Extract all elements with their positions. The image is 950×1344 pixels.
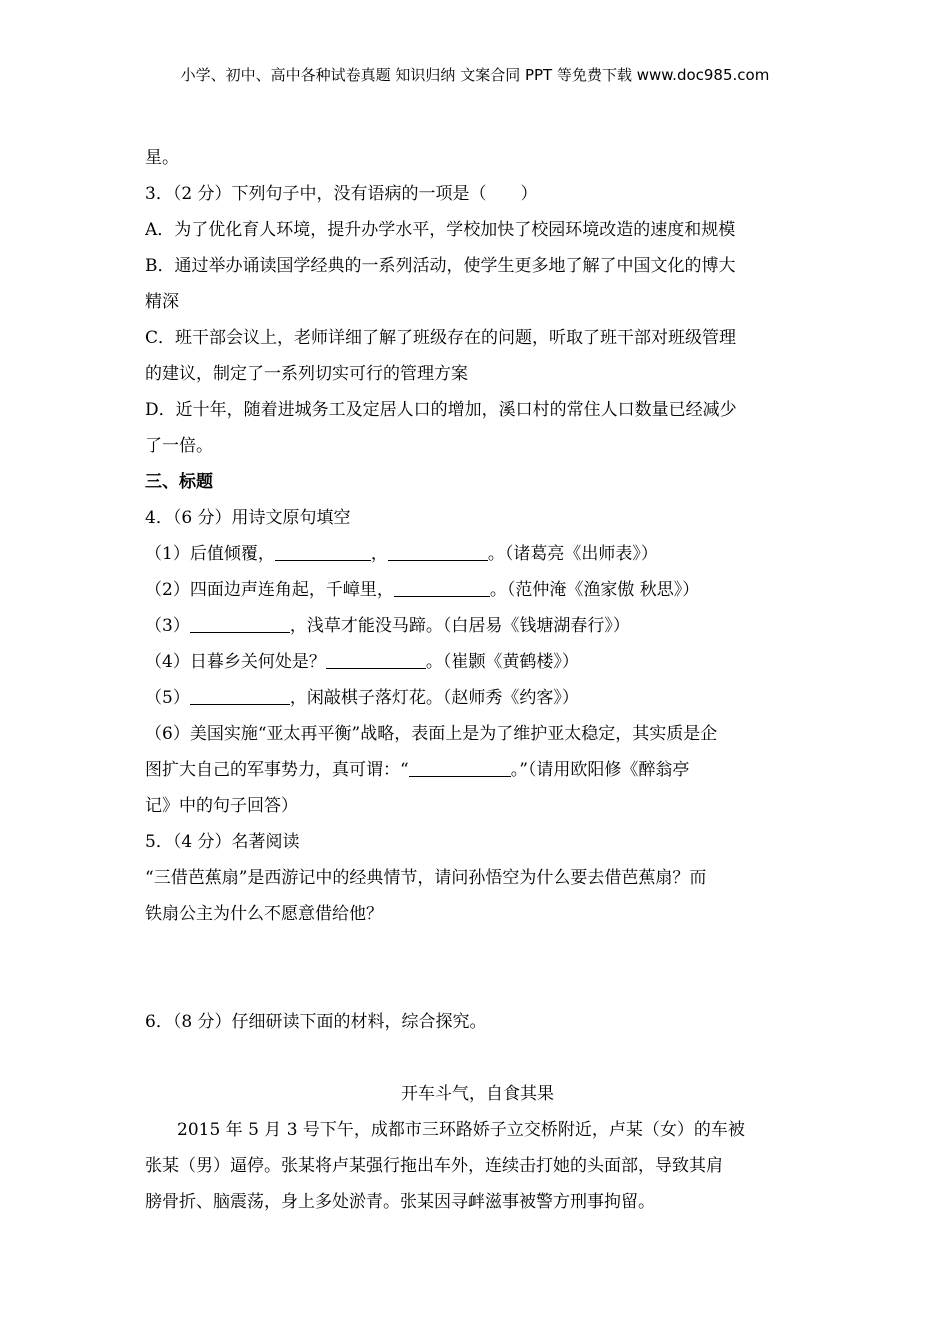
q3-option-a: A．为了优化育人环境，提升办学水平，学校加快了校园环境改造的速度和规模 [145, 220, 736, 240]
q5-line1: “三借芭蕉扇”是西游记中的经典情节，请问孙悟空为什么要去借芭蕉扇？而 [145, 868, 707, 888]
q6-stem: 6．（8 分）仔细研读下面的材料，综合探究。 [145, 1012, 487, 1032]
q3-option-d-line2: 了一倍。 [145, 436, 213, 456]
answer-blank[interactable] [394, 576, 490, 597]
q4-item-6-line1: （6）美国实施“亚太再平衡”战略，表面上是为了维护亚太稳定，其实质是企 [145, 724, 718, 744]
answer-blank[interactable] [409, 756, 511, 777]
q4-item-6-text-a: 图扩大自己的军事势力，真可谓：“ [145, 760, 409, 780]
q2-tail: 星。 [145, 148, 179, 168]
q4-item-4-text-b: 。（崔颢《黄鹤楼》） [425, 652, 579, 672]
q4-item-1 [145, 536, 810, 572]
q3-stem: 3．（2 分）下列句子中，没有语病的一项是（ ） [145, 184, 538, 204]
q4-item-6-line3: 记》中的句子回答） [145, 796, 298, 816]
section-title: 三、标题 [145, 472, 213, 492]
q4-item-5-text-a: （5） [145, 688, 190, 708]
q4-item-6-text-b: 。”（请用欧阳修《醉翁亭 [510, 760, 690, 780]
q4-item-3-text-b: ，浅草才能没马蹄。（白居易《钱塘湖春行》） [289, 616, 630, 636]
q4-item-1-text-b: ， [370, 544, 388, 564]
q5-line2: 铁扇公主为什么不愿意借给他？ [145, 904, 383, 924]
q3-option-c-line2: 的建议，制定了一系列切实可行的管理方案 [145, 364, 468, 384]
q4-item-1-text-c: 。（诸葛亮《出师表》） [487, 544, 658, 564]
q4-item-4 [145, 644, 810, 680]
spacer [145, 1040, 810, 1076]
q4-item-2-text-a: （2）四面边声连角起，千嶂里， [145, 580, 394, 600]
article-title: 开车斗气，自食其果 [401, 1084, 554, 1104]
q4-item-2-text-b: 。（范仲淹《渔家傲 秋思》） [489, 580, 700, 600]
q4-item-4-text-a: （4）日暮乡关何处是？ [145, 652, 326, 672]
q3-option-b-line2: 精深 [145, 292, 179, 312]
answer-blank[interactable] [190, 612, 290, 633]
answer-blank[interactable] [190, 684, 290, 705]
q4-item-5 [145, 680, 810, 716]
q4-item-3-text-a: （3） [145, 616, 190, 636]
answer-blank[interactable] [275, 540, 371, 561]
answer-space [145, 968, 810, 1004]
exam-content [145, 140, 810, 1220]
q4-stem: 4．（6 分）用诗文原句填空 [145, 508, 351, 528]
answer-blank[interactable] [388, 540, 488, 561]
article-line-1: 2015 年 5 月 3 号下午，成都市三环路娇子立交桥附近，卢某（女）的车被 [177, 1120, 745, 1140]
q4-item-3 [145, 608, 810, 644]
answer-blank[interactable] [326, 648, 426, 669]
page-header: 小学、初中、高中各种试卷真题 知识归纳 文案合同 PPT 等免费下载 www.doc985.com [180, 66, 770, 84]
q3-option-c-line1: C．班干部会议上，老师详细了解了班级存在的问题，听取了班干部对班级管理 [145, 328, 737, 348]
article-line-3: 膀骨折、脑震荡，身上多处淤青。张某因寻衅滋事被警方刑事拘留。 [145, 1192, 655, 1212]
q5-stem: 5．（4 分）名著阅读 [145, 832, 300, 852]
q4-item-1-text-a: （1）后值倾覆， [145, 544, 275, 564]
q3-option-b-line1: B．通过举办诵读国学经典的一系列活动，使学生更多地了解了中国文化的博大 [145, 256, 736, 276]
q4-item-2 [145, 572, 810, 608]
q4-item-6-line2 [145, 752, 810, 788]
answer-space [145, 932, 810, 968]
q4-item-5-text-b: ，闲敲棋子落灯花。（赵师秀《约客》） [289, 688, 579, 708]
article-line-2: 张某（男）逼停。张某将卢某强行拖出车外，连续击打她的头面部，导致其肩 [145, 1156, 723, 1176]
q3-option-d-line1: D．近十年，随着进城务工及定居人口的增加，溪口村的常住人口数量已经减少 [145, 400, 737, 420]
